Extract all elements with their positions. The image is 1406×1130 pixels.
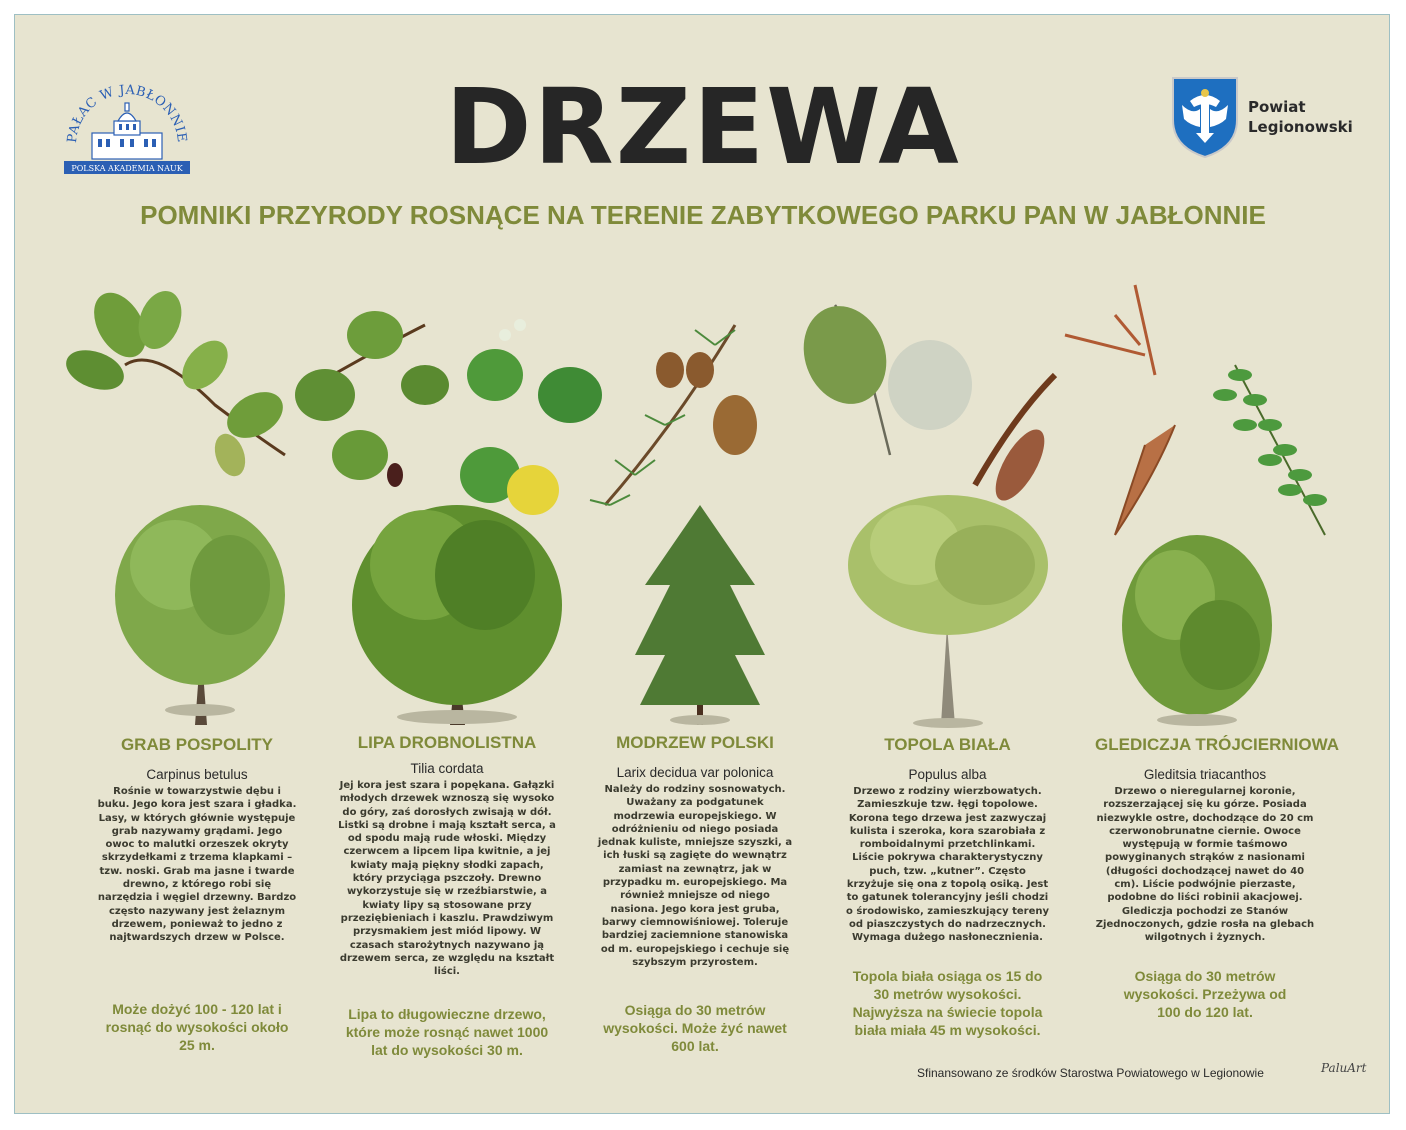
tree-latin-name: Tilia cordata (410, 761, 484, 776)
powiat-name (1248, 97, 1353, 137)
tree-description: Jej kora jest szara i popękana. Gałązki młodych drzewek wznoszą się wysoko do góry, zaś dorosłych zwisają w dół. Listki są drobne i mają kształt serca, a od spodu mają rude włoski. Między czerwcem a lipcem lipa kwitnie, a jej kwiaty mają piękny słodki zapach, który przyciąga pszczoły. Drewno wykorzystuje się w rzeźbiarstwie, a kwiaty lipy są stosowane przy przeziębieniach i kaszlu. Prawdziwym przysmakiem jest miód lipowy. W czasach starożytnych nazywano ją drzewem serca, ze względu na kształt liści. (338, 780, 556, 978)
tree-card-grab (97, 735, 297, 1053)
page-subtitle: POMNIKI PRZYRODY ROSNĄCE NA TERENIE ZABYTKOWEGO PARKU PAN W JABŁONNIE (140, 200, 1266, 230)
tree-latin-name: Carpinus betulus (146, 767, 248, 782)
tree-description: Należy do rodziny sosnowatych. Uważany za podgatunek modrzewia europejskiego. W odróżnieniu od niego posiada jednak kuliste, mniejsze szyszki, a ich łuski są zagięte do wewnątrz zamiast na zewnątrz, jak w przypadku m. europejskiego. Ma również mniejsze od niego nasiona. Jego kora jest gruba, barwy ciemnowiśniowej. Toleruje bardziej zaciemnione stanowiska od m. europejskiego i cechuje się szybszym przyrostem. (597, 784, 793, 968)
linden-leaves-illustration (295, 311, 602, 515)
hornbeam-tree-illustration (115, 505, 285, 725)
page-title: DRZEWA (445, 66, 961, 188)
linden-tree-illustration (352, 505, 562, 725)
poplar-tree-illustration (848, 495, 1048, 728)
tree-latin-name: Larix decidua var polonica (616, 765, 774, 780)
tree-note: Może dożyć 100 - 120 lat i rosnąć do wysokości około 25 m. (105, 1001, 289, 1053)
honey-locust-illustration (1065, 285, 1327, 535)
tree-card-modrzew (595, 733, 795, 1054)
info-board (14, 14, 1390, 1114)
tree-illustrations (55, 265, 1355, 735)
crest-icon (1170, 75, 1240, 159)
powiat-line2: Legionowski (1248, 118, 1353, 136)
logo-arc-text: PAŁAC W JABŁONNIE (64, 82, 190, 144)
tree-card-topola (845, 735, 1050, 1038)
tree-note: Osiąga do 30 metrów wysokości. Przeżywa od 100 do 120 lat. (1123, 968, 1287, 1020)
logo-banner-text: POLSKA AKADEMIA NAUK (71, 164, 183, 173)
powiat-line1: Powiat (1248, 98, 1306, 116)
tree-name: GLEDICZJA TRÓJCIERNIOWA (1095, 735, 1339, 754)
tree-note: Osiąga do 30 metrów wysokości. Może żyć nawet 600 lat. (603, 1002, 787, 1054)
hornbeam-leaves-illustration (61, 284, 291, 481)
tree-note: Lipa to długowieczne drzewo, które może rosnąć nawet 1000 lat do wysokości 30 m. (345, 1006, 549, 1058)
tree-note: Topola biała osiąga os 15 do 30 metrów wysokości. Najwyższa na świecie topola biała miała 45 m wysokości. (852, 968, 1043, 1038)
poplar-leaves-illustration (790, 294, 1055, 507)
tree-latin-name: Populus alba (908, 767, 987, 782)
tree-name: LIPA DROBNOLISTNA (357, 733, 537, 752)
tree-name: GRAB POSPOLITY (120, 735, 274, 754)
honey-locust-tree-illustration (1122, 535, 1272, 726)
funding-note: Sfinansowano ze środków Starostwa Powiatowego w Legionowie (917, 1066, 1264, 1080)
tree-name: MODRZEW POLSKI (616, 733, 774, 752)
tree-card-lipa (337, 733, 557, 1058)
tree-latin-name: Gleditsia triacanthos (1143, 767, 1267, 782)
tree-description: Drzewo z rodziny wierzbowatych. Zamieszkuje tzw. łęgi topolowe. Korona tego drzewa jest zazwyczaj kulista i szeroka, kora szarobiała z romboidalnymi przetchlinkami. Liście pokrywa charakterystyczny puch, tzw. „kutner”. Często krzyżuje się ona z topolą osiką. Jest to gatunek tolerancyjny jeśli chodzi o środowisko, zamieszkujący tereny od piaszczystych do nadrzecznych. Wymaga dużego nasłonecznienia. (845, 786, 1050, 944)
tree-name: TOPOLA BIAŁA (884, 735, 1011, 754)
artist-signature: PaluArt (1321, 1061, 1367, 1075)
tree-description: Drzewo o nieregularnej koronie, rozszerzającej się ku górze. Posiada niezwykle ostre, dochodzące do 20 cm czerwonobrunatne ciernie. Owoce występują w formie taśmowo powyginanych strąków z nasionami (długości dochodzącej nawet do 40 cm). Liście podwójnie pierzaste, podobne do liści robinii akacjowej. Glediczja pochodzi ze Stanów Zjednoczonych, gdzie rosła na glebach wilgotnych i żyznych. (1095, 786, 1315, 944)
larch-branch-illustration (590, 325, 757, 505)
powiat-logo (1170, 75, 1370, 159)
tree-card-glediczja (1095, 735, 1339, 1020)
tree-description: Rośnie w towarzystwie dębu i buku. Jego kora jest szara i gładka. Lasy, w których głównie występuje grab nazywamy grądami. Jego owoc to malutki orzeszek okryty skrzydełkami z trzema klapkami – tzw. noski. Grab ma jasne i twarde drewno, z którego robi się narzędzia i węgiel drzewny. Bardzo często nazywany jest żelaznym drzewem, ponieważ to jedno z najtwardszych drzew w Polsce. (97, 786, 297, 944)
larch-tree-illustration (635, 505, 765, 725)
